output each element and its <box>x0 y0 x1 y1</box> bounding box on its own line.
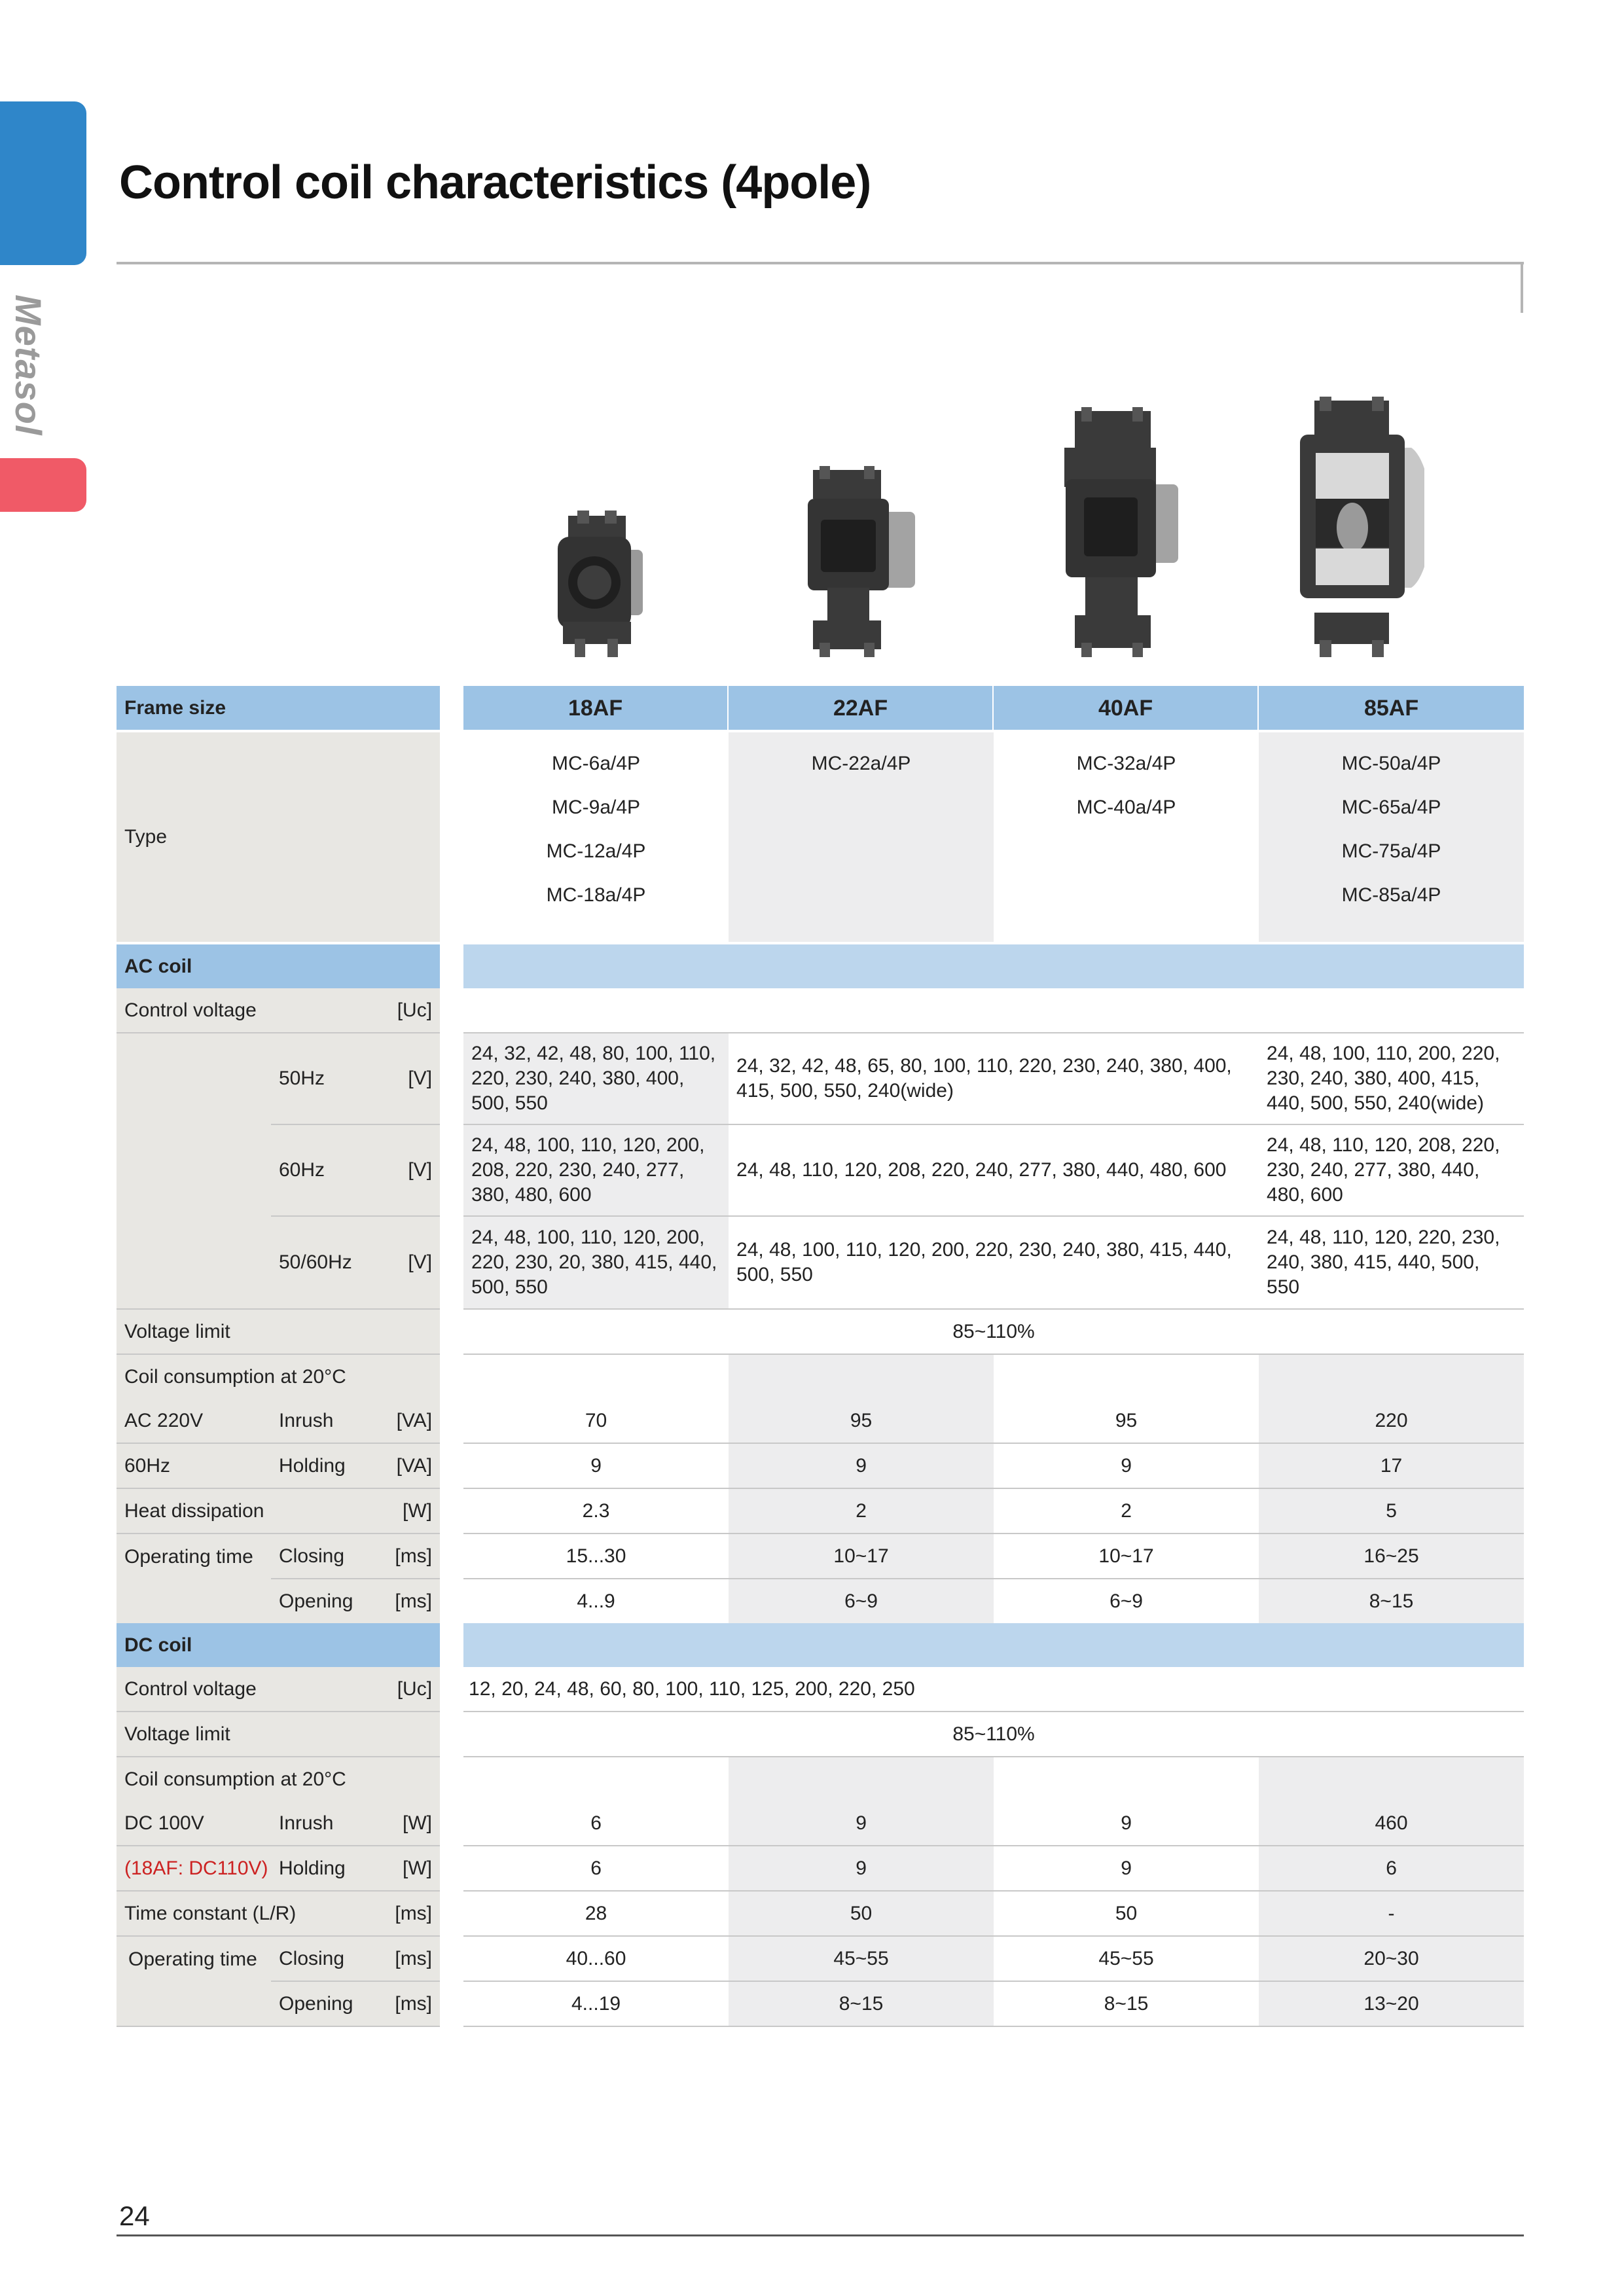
ac-closing-40af: 10~17 <box>994 1534 1259 1579</box>
ac-voltage-limit-value: 85~110% <box>463 1310 1524 1355</box>
type-item: MC-18a/4P <box>546 884 646 906</box>
ac-inrush-22af: 95 <box>729 1399 994 1444</box>
ac-closing-18af: 15...30 <box>463 1534 729 1579</box>
dc-100v-label: DC 100V <box>117 1801 271 1846</box>
type-item: MC-50a/4P <box>1341 753 1441 774</box>
dc-closing-unit: [ms] <box>381 1937 440 1982</box>
ac-60hz-85af: 24, 48, 110, 120, 208, 220, 230, 240, 277, 380, 440, 480, 600 <box>1259 1125 1524 1217</box>
ac-coil-label: AC coil <box>117 944 440 988</box>
dc-control-voltage-row <box>117 1667 1524 1712</box>
ac-inrush-row <box>117 1399 1524 1444</box>
ac-holding-40af: 9 <box>994 1444 1259 1489</box>
types-85af <box>1259 732 1524 942</box>
ac-5060hz-label: 50/60Hz <box>271 1217 381 1310</box>
frame-22af: 22AF <box>729 686 994 730</box>
ac-heat-40af: 2 <box>994 1489 1259 1534</box>
dc-coil-consumption-row <box>117 1757 1524 1801</box>
dc-opening-unit: [ms] <box>381 1982 440 2027</box>
dc-closing-row <box>117 1937 1524 1982</box>
dc-operating-time-label: Operating time <box>117 1937 271 1982</box>
ac-60hz-sub-label: 60Hz <box>117 1444 271 1489</box>
dc-time-constant-22af: 50 <box>729 1892 994 1937</box>
ac-5060hz-18af: 24, 48, 100, 110, 120, 200, 220, 230, 20, 380, 415, 440, 500, 550 <box>463 1217 729 1310</box>
type-item: MC-75a/4P <box>1341 840 1441 862</box>
dc-holding-label: Holding <box>271 1846 381 1892</box>
dc-time-constant-unit: [ms] <box>381 1892 440 1937</box>
ac-inrush-85af: 220 <box>1259 1399 1524 1444</box>
dc-coil-label: DC coil <box>117 1623 440 1667</box>
dc-closing-22af: 45~55 <box>729 1937 994 1982</box>
ac-5060hz-unit: [V] <box>381 1217 440 1310</box>
dc-opening-40af: 8~15 <box>994 1982 1259 2027</box>
title-divider-end <box>1521 262 1523 313</box>
dc-voltage-limit-value: 85~110% <box>463 1712 1524 1757</box>
frame-40af: 40AF <box>994 686 1259 730</box>
type-item: MC-32a/4P <box>1076 753 1176 774</box>
dc-opening-22af: 8~15 <box>729 1982 994 2027</box>
coil-40af-image <box>1059 407 1181 660</box>
ac-5060hz-row <box>117 1217 1524 1310</box>
dc-holding-row <box>117 1846 1524 1892</box>
ac-50hz-18af: 24, 32, 42, 48, 80, 100, 110, 220, 230, 240, 380, 400, 500, 550 <box>463 1033 729 1125</box>
dc-holding-22af: 9 <box>729 1846 994 1892</box>
dc-time-constant-85af: - <box>1259 1892 1524 1937</box>
ac-60hz-unit: [V] <box>381 1125 440 1217</box>
dc-time-constant-row <box>117 1892 1524 1937</box>
ac-inrush-18af: 70 <box>463 1399 729 1444</box>
dc-opening-85af: 13~20 <box>1259 1982 1524 2027</box>
type-item: MC-12a/4P <box>546 840 646 862</box>
ac-closing-label: Closing <box>271 1534 381 1579</box>
dc-closing-label: Closing <box>271 1937 381 1982</box>
ac-heat-row <box>117 1489 1524 1534</box>
types-22af <box>729 732 994 942</box>
ac-opening-40af: 6~9 <box>994 1579 1259 1623</box>
dc-inrush-label: Inrush <box>271 1801 381 1846</box>
ac-50hz-85af: 24, 48, 100, 110, 200, 220, 230, 240, 380, 400, 415, 440, 500, 550, 240(wide) <box>1259 1033 1524 1125</box>
ac-60hz-18af: 24, 48, 100, 110, 120, 200, 208, 220, 230, 240, 277, 380, 480, 600 <box>463 1125 729 1217</box>
ac-220v-label: AC 220V <box>117 1399 271 1444</box>
ac-coil-section <box>117 944 1524 988</box>
ac-closing-85af: 16~25 <box>1259 1534 1524 1579</box>
ac-holding-row <box>117 1444 1524 1489</box>
types-18af <box>463 732 729 942</box>
page-title: Control coil characteristics (4pole) <box>119 156 871 209</box>
frame-size-row <box>117 686 1524 730</box>
ac-opening-label: Opening <box>271 1579 381 1623</box>
dc-uc-unit: [Uc] <box>381 1667 440 1712</box>
types-40af <box>994 732 1259 942</box>
ac-50hz-22-40af: 24, 32, 42, 48, 65, 80, 100, 110, 220, 230, 240, 380, 400, 415, 500, 550, 240(wide) <box>729 1033 1259 1125</box>
dc-opening-label: Opening <box>271 1982 381 2027</box>
dc-inrush-85af: 460 <box>1259 1801 1524 1846</box>
coil-22af-image <box>804 466 919 660</box>
dc-voltage-limit-label: Voltage limit <box>117 1712 440 1757</box>
ac-control-voltage-row <box>117 988 1524 1033</box>
type-item: MC-65a/4P <box>1341 797 1441 818</box>
dc-opening-row <box>117 1982 1524 2027</box>
type-item: MC-6a/4P <box>552 753 641 774</box>
dc-18af-note: (18AF: DC110V) <box>117 1846 271 1892</box>
frame-size-label: Frame size <box>117 686 440 730</box>
coil-85af-image <box>1296 397 1424 660</box>
ac-voltage-limit-label: Voltage limit <box>117 1310 440 1355</box>
coil-18af-image <box>549 511 647 660</box>
type-row <box>117 732 1524 942</box>
type-item: MC-22a/4P <box>811 753 911 774</box>
ac-opening-22af: 6~9 <box>729 1579 994 1623</box>
ac-60hz-22-40af: 24, 48, 110, 120, 208, 220, 240, 277, 380, 440, 480, 600 <box>729 1125 1259 1217</box>
dc-inrush-row <box>117 1801 1524 1846</box>
ac-heat-unit: [W] <box>381 1489 440 1534</box>
dc-closing-40af: 45~55 <box>994 1937 1259 1982</box>
ac-opening-85af: 8~15 <box>1259 1579 1524 1623</box>
ac-5060hz-22-40af: 24, 48, 100, 110, 120, 200, 220, 230, 240, 380, 415, 440, 500, 550 <box>729 1217 1259 1310</box>
dc-control-voltage-label: Control voltage <box>117 1667 381 1712</box>
ac-opening-unit: [ms] <box>381 1579 440 1623</box>
ac-holding-22af: 9 <box>729 1444 994 1489</box>
page-number: 24 <box>119 2200 150 2231</box>
dc-voltage-limit-row <box>117 1712 1524 1757</box>
dc-holding-85af: 6 <box>1259 1846 1524 1892</box>
frame-85af: 85AF <box>1259 686 1524 730</box>
dc-coil-section <box>117 1623 1524 1667</box>
ac-60hz-label: 60Hz <box>271 1125 381 1217</box>
ac-holding-85af: 17 <box>1259 1444 1524 1489</box>
ac-inrush-unit: [VA] <box>381 1399 440 1444</box>
ac-opening-row <box>117 1579 1524 1623</box>
dc-control-voltage-values: 12, 20, 24, 48, 60, 80, 100, 110, 125, 200, 220, 250 <box>463 1667 1524 1712</box>
ac-closing-22af: 10~17 <box>729 1534 994 1579</box>
ac-opening-18af: 4...9 <box>463 1579 729 1623</box>
coil-spec-table <box>117 686 1524 2027</box>
type-item: MC-40a/4P <box>1076 797 1176 818</box>
ac-coil-consumption-label: Coil consumption at 20°C <box>117 1355 440 1399</box>
footer-divider <box>117 2234 1524 2236</box>
type-item: MC-85a/4P <box>1341 884 1441 906</box>
ac-holding-18af: 9 <box>463 1444 729 1489</box>
ac-holding-label: Holding <box>271 1444 381 1489</box>
title-divider <box>117 262 1524 264</box>
ac-heat-22af: 2 <box>729 1489 994 1534</box>
type-item: MC-9a/4P <box>552 797 641 818</box>
dc-time-constant-label: Time constant (L/R) <box>117 1892 381 1937</box>
ac-holding-unit: [VA] <box>381 1444 440 1489</box>
ac-50hz-row <box>117 1033 1524 1125</box>
ac-closing-row <box>117 1534 1524 1579</box>
dc-closing-18af: 40...60 <box>463 1937 729 1982</box>
ac-5060hz-85af: 24, 48, 110, 120, 220, 230, 240, 380, 415, 440, 500, 550 <box>1259 1217 1524 1310</box>
ac-coil-consumption-row <box>117 1355 1524 1399</box>
ac-control-voltage-label: Control voltage <box>117 988 381 1033</box>
ac-60hz-row <box>117 1125 1524 1217</box>
dc-holding-unit: [W] <box>381 1846 440 1892</box>
ac-heat-85af: 5 <box>1259 1489 1524 1534</box>
ac-inrush-label: Inrush <box>271 1399 381 1444</box>
ac-heat-18af: 2.3 <box>463 1489 729 1534</box>
ac-closing-unit: [ms] <box>381 1534 440 1579</box>
dc-closing-85af: 20~30 <box>1259 1937 1524 1982</box>
ac-uc-unit: [Uc] <box>381 988 440 1033</box>
dc-holding-18af: 6 <box>463 1846 729 1892</box>
ac-heat-label: Heat dissipation <box>117 1489 381 1534</box>
type-label: Type <box>117 732 440 942</box>
dc-time-constant-40af: 50 <box>994 1892 1259 1937</box>
brand-label: Metasol <box>8 295 49 436</box>
ac-50hz-label: 50Hz <box>271 1033 381 1125</box>
dc-inrush-18af: 6 <box>463 1801 729 1846</box>
dc-inrush-22af: 9 <box>729 1801 994 1846</box>
brand-vertical <box>8 295 89 445</box>
dc-inrush-unit: [W] <box>381 1801 440 1846</box>
dc-inrush-40af: 9 <box>994 1801 1259 1846</box>
frame-18af: 18AF <box>463 686 729 730</box>
ac-inrush-40af: 95 <box>994 1399 1259 1444</box>
dc-coil-consumption-label: Coil consumption at 20°C <box>117 1757 440 1801</box>
ac-operating-time-label: Operating time <box>117 1534 271 1579</box>
side-tab-red <box>0 458 86 512</box>
dc-time-constant-18af: 28 <box>463 1892 729 1937</box>
dc-opening-18af: 4...19 <box>463 1982 729 2027</box>
ac-50hz-unit: [V] <box>381 1033 440 1125</box>
dc-holding-40af: 9 <box>994 1846 1259 1892</box>
side-tab-blue <box>0 101 86 265</box>
ac-voltage-limit-row <box>117 1310 1524 1355</box>
